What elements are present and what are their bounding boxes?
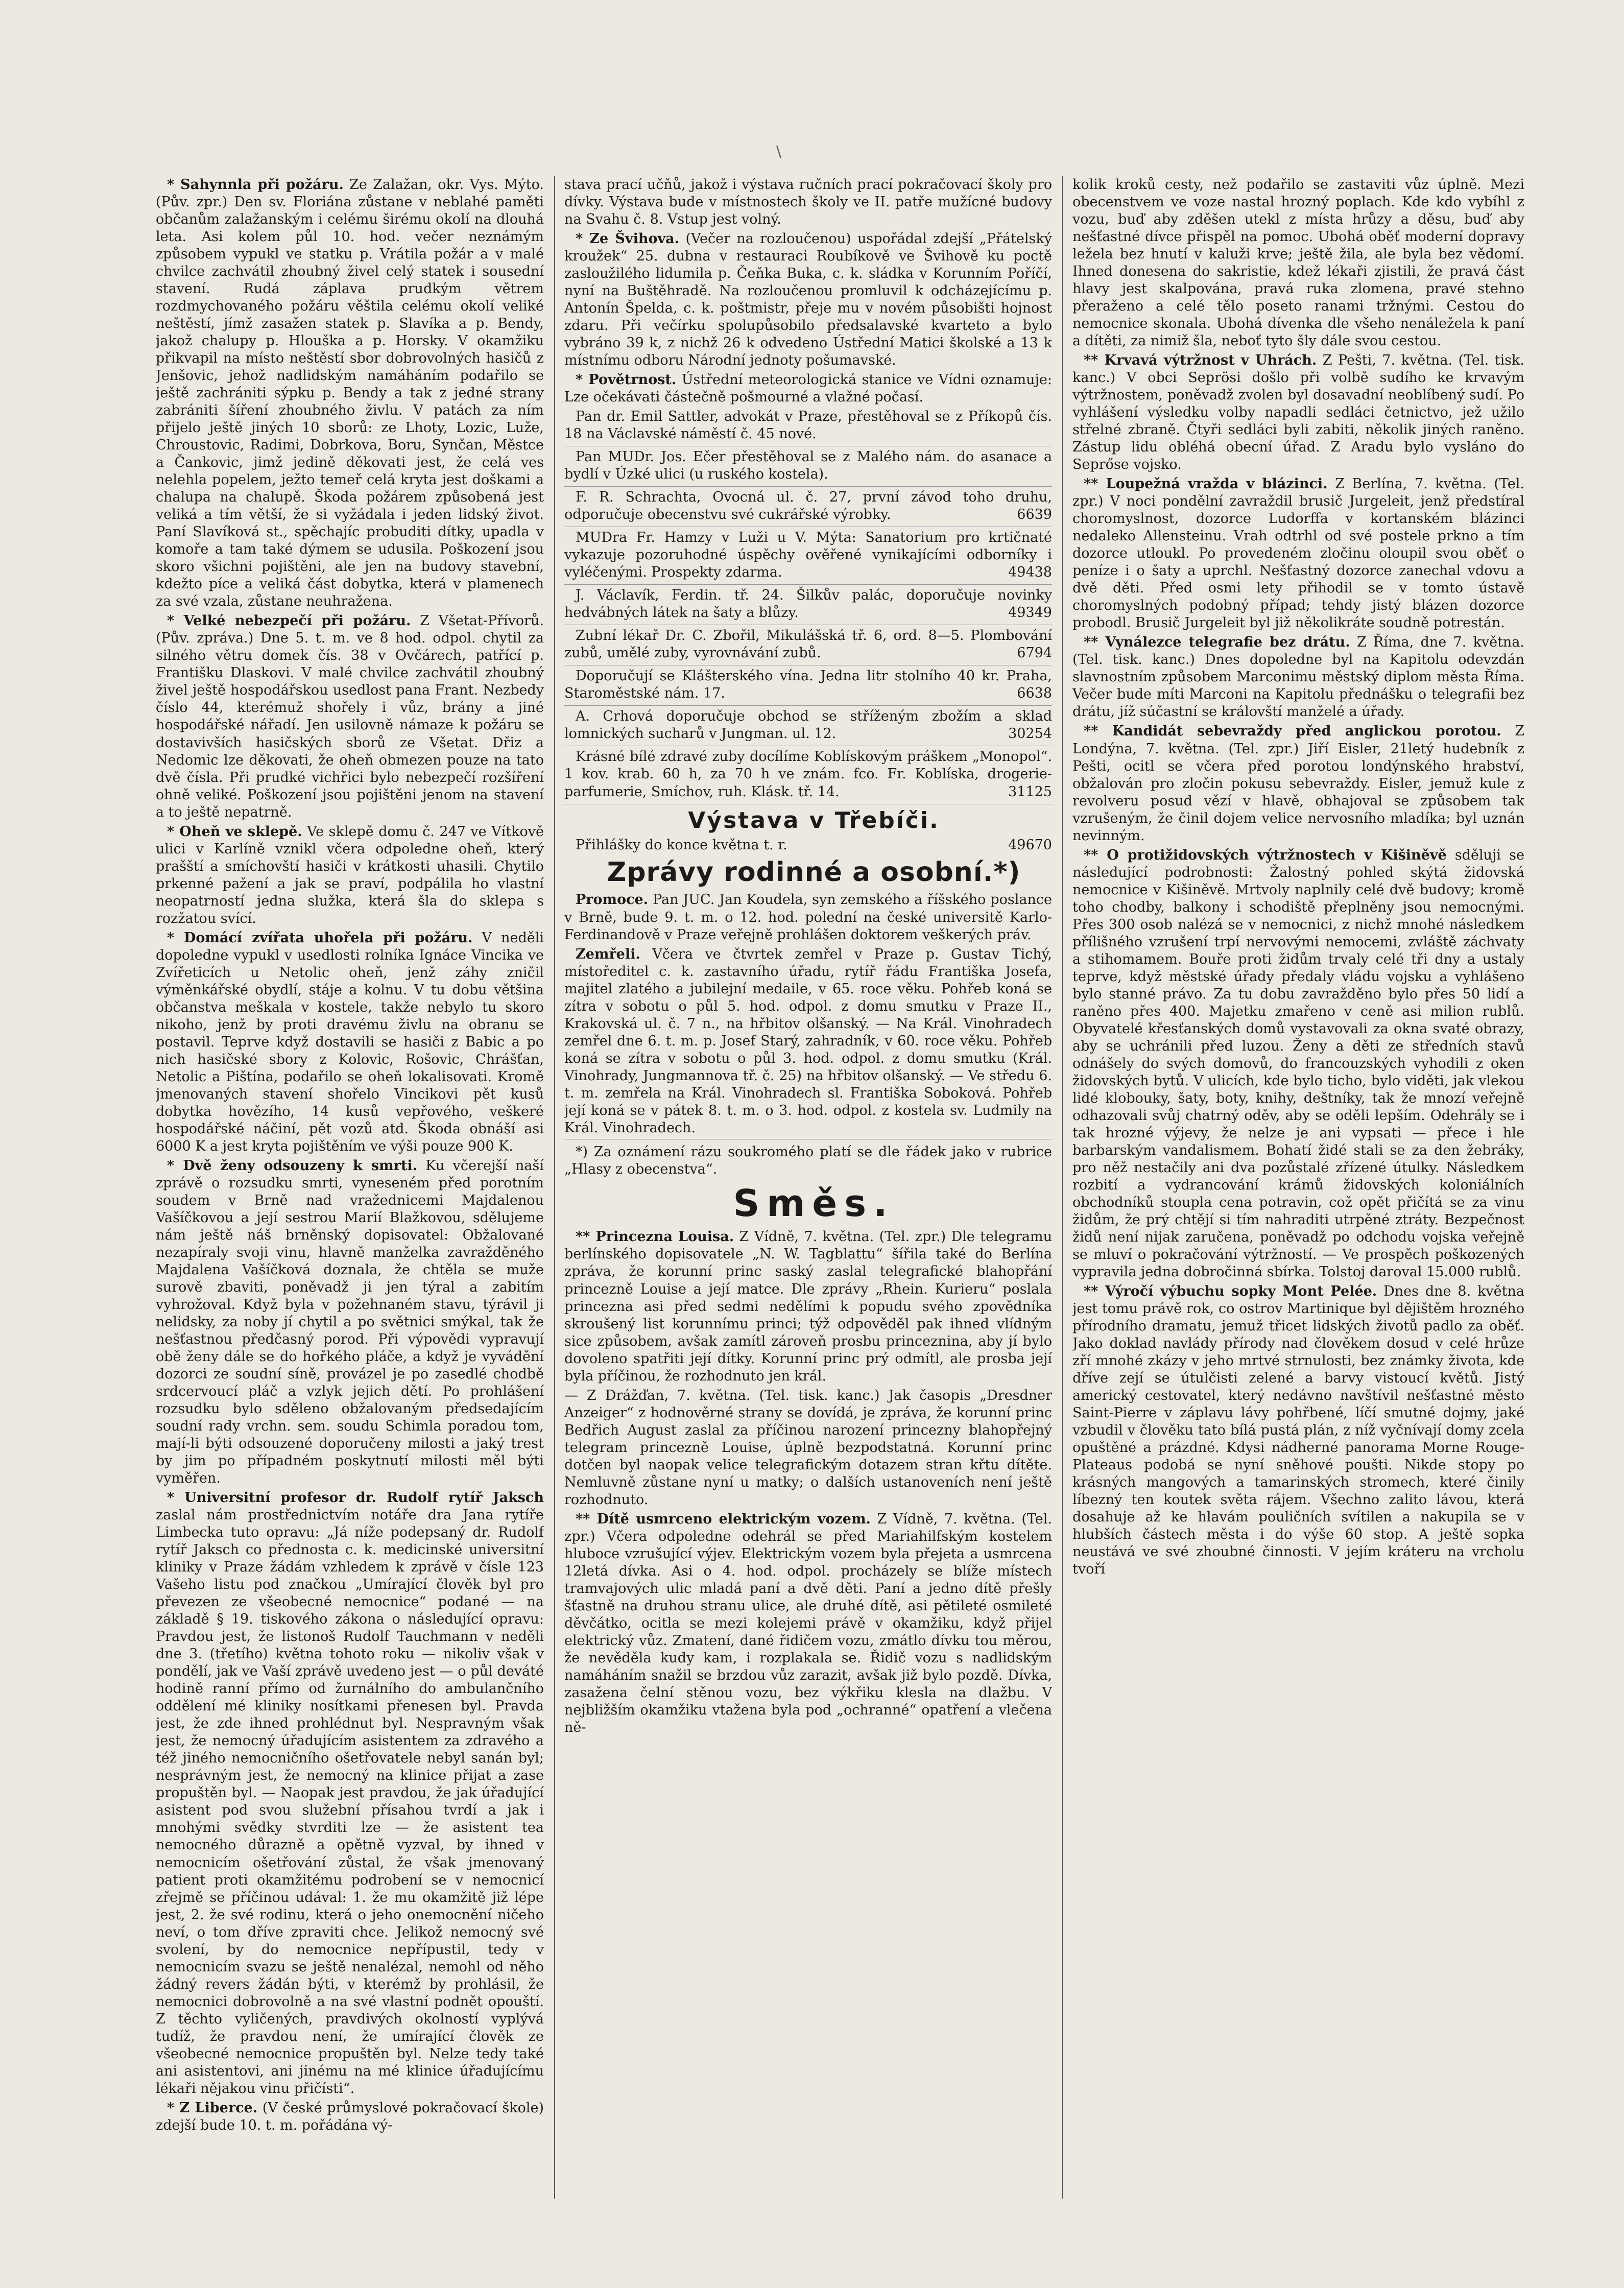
advertisement-number: 6639 — [1017, 507, 1052, 523]
article-text: Ústřední meteorologická stanice ve Vídni oznamuje: Lze očekávati částečně pošmourné a vlažné počasí. — [564, 372, 1052, 406]
advertisement-text: Pan dr. Emil Sattler, advokát v Praze, přestěhoval se z Příkopů čís. 18 na Václavské náměstí č. 45 nové. — [564, 409, 1052, 442]
article-text: Ku včerejší naší zprávě o rozsudku smrti, vyneseném před porotním soudem v Brně nad vražednicemi Majdalenou Vašíčkovou a její sestrou Marií Blažkovou, sdělujeme nám ještě náš brněnský dopisovatel: Obžalované nezapíraly svoji vinu, hlavně manželka zavražděného Majdalena Vašíčková doznala, že chtěla se muže surově zbaviti, poněvadž ji jen týral a zabitím vyhrožoval. Když byla v požehnaném stavu, týrávil ji nelidsky, za noby jí chytil a po světnici smýkal, tak že nešťastnou předčasný porod. Při výpovědi vypravují obě ženy dále se do hořkého pláče, a když je vyvádění dozorci ze soudní síně, provázel je po zasedlé chodbě srdcervoucí pláč a vzlyk jejich dětí. Po prohlášení rozsudku bylo sděleno obžalovaným předsedajícím soudní rady vrchn. sem. soudu Schimla poradou tom, mají-li býti odsouzené doporučeny milosti a jaký trest by jim po případném poskytnutí milosti měl býti vyměřen. — [156, 1157, 544, 1487]
article-paragraph — [1072, 847, 1524, 1281]
column-rule — [1062, 176, 1063, 2199]
article-paragraph — [1072, 634, 1524, 721]
article-heading: * Domácí zvířata uhořela při požáru. — [167, 929, 473, 946]
article-text: stava prací učňů, jakož i výstava ručních prací pokračovací školy pro dívky. Výstava bude v místnostech školy ve II. patře mužícné budovy na Svahu č. 8. Vstup jest volný. — [564, 177, 1052, 228]
article-heading: ** Princezna Louisa. — [576, 1229, 734, 1245]
article-text: Pan JUC. Jan Koudela, syn zemského a říšského poslance v Brně, bude 9. t. m. o 12. hod. polední na české universitě Karlo-Ferdinandově v Praze veřejně prohlášen doktorem veškerých práv. — [564, 892, 1052, 943]
advertisement-text: F. R. Schrachta, Ovocná ul. č. 27, první závod toho druhu, odporučuje obecenstvu své cukrářské výrobky. — [564, 489, 1052, 523]
advertisement-text: Doporučují se Klášterského vína. Jedna litr stolního 40 kr. Praha, Staroměstské nám. 17. — [564, 668, 1052, 702]
advertisement-number: 31125 — [1008, 783, 1052, 800]
page-mark: \ — [776, 143, 782, 161]
article-heading: Zemřeli. — [576, 946, 640, 962]
advertisement — [564, 627, 1052, 665]
article-text: V neděli dopoledne vypukl v usedlosti rolníka Ignáce Vincika ve Zvířeticích u Netolic oheň, jenž záhy zničil výměnkářské obydlí, stáje a kolnu. V tu dobu většina občanstva meškala v kostele, takže nebylo tu skoro nikoho, jenž by proti dravému živlu na obranu se postavil. Teprve když dostavili se hasiči z Babic a po nich hasičské sbory z Kolovic, Rošovic, Chrášťan, Netolic a Pištína, podařilo se oheň lokalisovati. Kromě jmenovaných stavení shořelo Vincikovi pět kusů dobytka hovězího, 14 kusů vepřového, veškeré hospodářské náčiní, pět vozů atd. Škoda obnáší asi 6000 K a jest kryta pojištěním ve výši pouze 900 K. — [156, 929, 544, 1154]
article-heading: ** Krvavá výtržnost v Uhrách. — [1084, 352, 1317, 369]
article-paragraph — [564, 891, 1052, 943]
article-paragraph — [564, 371, 1052, 406]
article-text: Z Berlína, 7. května. (Tel. zpr.) V noci pondělní zavraždil brusič Jurgeleit, jenž předstíral choromyslnost, dozorce Ludorffa v kortanském blázinci nedaleko Allensteinu. Vrah odtrhl od své postele prkno a tím dozorce utloukl. Po provedeném zločinu oloupil svou oběť o peníze i o šaty a uprchl. Nešťastný dozorce zanechal vdovu a dvě děti. Před osmi lety přihodil se v tomto ústavě choromyslných podobný případ; tehdy jistý blázen dozorce probodl. Brusič Jurgeleit byl již několikráte soudně potrestán. — [1072, 476, 1524, 631]
article-text: (Večer na rozloučenou) uspořádal zdejší „Přátelský kroužek“ 25. dubna v restauraci Roubíkově ve Švihově ku poctě zasloužilého lidumila p. Čeňka Buka, c. k. sládka v Korunním Poříčí, nyní na Buštěhradě. Na rozloučenou promluvil k odcházejícímu p. Antonín Špelda, c. k. poštmistr, přeje mu v novém působišti hojnost zdaru. Při večírku spolupůsobilo předsalavské kvarteto a bylo vybráno 39 k, z nichž 26 k odvedeno Ústřední Matici školské a 13 k místnímu odboru Národní jednoty pošumavské. — [564, 231, 1052, 369]
article-heading: * Oheň ve sklepě. — [167, 823, 302, 840]
article-text: — Z Drážďan, 7. května. (Tel. tisk. kanc.) Jak časopis „Dresdner Anzeiger“ z hodnověrné strany se dovídá, je zpráva, že korunní princ Bedřich August zaslal za příčinou narození princezny blahopřejný telegram princezně Louise, úplně bezpodstatná. Korunní princ dotčen byl naopak velice telegrafickým dotazem stran křtu dítěte. Nemluvně zůstane nyní u matky; o dalších ustanoveních není ještě rozhodnuto. — [564, 1387, 1052, 1508]
article-text: Z Vídně, 7. května. (Tel. zpr.) Včera odpoledne odehrál se před Mariahilfským kostelem hluboce vzrušující výjev. Elektrickým vozem byla přejeta a usmrcena 12letá dívka. Asi o 4. hod. odpol. procházely se blíže místech tramvajových ulic mladá paní a dvě děti. Paní a jedno dítě přešly šťastně na druhou stranu ulice, ale druhé dítě, asi pětileté osmileté děvčátko, ocitla se mezi kolejemi právě v okamžiku, když přijel elektrický vůz. Zmatení, dané řidičem vozu, zmátlo dívku tou měrou, že nevěděla kudy kam, i rozplakala se. Řidič vozu s nadlidským namáháním snažil se brzdou vůz zarazit, avšak již bylo pozdě. Dívka, zasažena čelní stěnou vozu, bez výkřiku klesla na dlažbu. V nejbližším okamžiku vtažena byla pod „ochranné“ opatření a vlečena ně- — [564, 1511, 1052, 1735]
article-paragraph — [564, 230, 1052, 369]
advertisement-number: 49438 — [1008, 564, 1052, 581]
article-heading: ** Výročí výbuchu sopky Mont Pelée. — [1084, 1283, 1377, 1299]
advertisement — [564, 529, 1052, 585]
advertisement-number: 49670 — [1008, 837, 1052, 853]
exhibition-ad-sub — [564, 837, 1052, 854]
exhibition-ad-text: Přihlášky do konce května t. r. — [576, 837, 787, 853]
advertisement — [564, 448, 1052, 487]
footnote: *) Za oznámení rázu soukromého platí se dle řádek jako v rubrice „Hlasy z obecenstva“. — [564, 1139, 1052, 1178]
article-paragraph — [156, 176, 544, 610]
article-paragraph — [1072, 723, 1524, 844]
advertisement — [564, 587, 1052, 625]
advertisement-text: A. Crhová doporučuje obchod se stříženým zbožím a sklad lomnických sucharů v Jungman. ul. 12. — [564, 708, 1052, 742]
column-rule — [554, 176, 555, 2199]
advertisement-number: 30254 — [1008, 726, 1052, 742]
article-heading: ** O protižidovských výtržnostech v Kišiněvě — [1084, 847, 1447, 863]
advertisement — [564, 489, 1052, 527]
article-paragraph — [156, 1489, 544, 2098]
advertisement — [564, 668, 1052, 706]
article-paragraph — [156, 929, 544, 1155]
column-3 — [1072, 176, 1524, 2245]
article-paragraph — [1072, 475, 1524, 632]
article-paragraph — [1072, 176, 1524, 350]
article-paragraph — [156, 612, 544, 821]
advertisement-number: 6794 — [1017, 645, 1052, 661]
article-paragraph — [564, 176, 1052, 228]
article-text: Ze Zalažan, okr. Vys. Mýto. (Pův. zpr.) Den sv. Floriána zůstane v neblahé paměti občanům zalažanským i celému širému okolí na dlouhá leta. Asi kolem půl 10. hod. večer neznámým způsobem vypukl ve statku p. Vrátila požár a v malé chvilce zachvátil zhoubný živel celý statek i sousední stavení. Rudá záplava prudkým větrem rozdmychovaného požáru věštila celému okolí veliké neštěstí, jímž zasažen statek p. Slavíka a p. Bendy, jakož chalupy p. Hlouška a p. Horsky. V okamžiku přikvapil na místo neštěstí sbor dobrovolných hasičů z Jenšovic, jehož nadlidským namáháním podařilo se ještě zachrániti sýpku p. Bendy a tak z jedné strany zabrániti šíření zhoubného živlu. V patách za ním přijelo ještě jiných 10 sborů: ze Lhoty, Lozic, Luže, Chroustovic, Radimi, Dobrkova, Boru, Synčan, Městce a Čankovic, jimž jedině děkovati jest, že celá ves nelehla popelem, ježto temeř celá kryta jest doškami a chalupa na chalupě. Škoda požárem způsobená jest veliká a tím větší, že si vyžádala i jeden lidský život. Paní Slavíková st., spěchajíc probuditi dítky, upadla v komoře a tam také dýmem se udusila. Poškození jsou skoro všichni pojištěni, ale jen na budovy stavební, kdežto píce a veliká část dobytka, která v plamenech za své vzala, zůstane neuhražena. — [156, 177, 544, 610]
article-paragraph — [564, 946, 1052, 1137]
advertisement — [564, 748, 1052, 804]
article-paragraph — [564, 1387, 1052, 1509]
article-text: Ve sklepě domu č. 247 ve Vítkově ulici v Karlíně vznikl včera odpoledne oheň, který prašští a smíchovští hasiči v krátkosti uhasili. Chytilo prkenné pažení a jak se praví, podpálila ho vlastní neopatrností jedna služka, která šla do sklepa s rozžatou svící. — [156, 823, 544, 926]
advertisement-text: Pan MUDr. Jos. Ečer přestěhoval se z Malého nám. do asanace a bydlí v Úzké ulici (u ruského kostela). — [564, 449, 1052, 483]
article-heading: ** Kandidát sebevraždy před anglickou porotou. — [1084, 723, 1501, 740]
advertisement — [564, 708, 1052, 746]
advertisement-text: Zubní lékař Dr. C. Zbořil, Mikulášská tř. 6, ord. 8—5. Plombování zubů, umělé zuby, vyrovnávání zubů. — [564, 628, 1052, 661]
article-paragraph — [156, 1157, 544, 1487]
article-heading: * Dvě ženy odsouzeny k smrti. — [167, 1157, 418, 1174]
article-paragraph — [564, 1511, 1052, 1736]
article-heading: * Sahynnla při požáru. — [167, 177, 344, 193]
advertisement-text: MUDra Fr. Hamzy v Luži u V. Mýta: Sanatorium pro krtičnaté vykazuje pozoruhodné úspěchy ověřené vynikajícími odborníky i vyléčenými. Prospekty zdarma. — [564, 530, 1052, 581]
column-1 — [156, 176, 544, 2245]
exhibition-ad-title: Výstava v Třebíči. — [688, 807, 940, 833]
section-heading-smes: Směs. — [733, 1181, 895, 1225]
article-heading: ** Loupežná vražda v blázinci. — [1084, 476, 1328, 492]
article-text: Z Všetat-Přívorů. (Pův. zpráva.) Dne 5. t. m. ve 8 hod. odpol. chytil za silného větru domek čís. 38 v Ovčárech, patřící p. Františku Dlaskovi. V malé chvilce zachvátil zhoubný živel ještě hospodářskou usedlost pana Frant. Nezbedy číslo 44, kterémuž shořely i vůz, brány a jiné hospodářské nářadí. Jen usilovně námaze k požáru se dostavivších hasičských sborů ze Všetat. Dřiz a Nedomic lze děkovati, že oheň obmezen pouze na tato dvě čísla. Při prudké vichřici bylo nebezpečí rozšíření ohně veliké. Poškození jsou pojištěni jenom na stavení a to ještě nepatrně. — [156, 613, 544, 820]
article-paragraph — [1072, 1283, 1524, 1578]
column-2 — [564, 176, 1052, 2245]
advertisement — [564, 408, 1052, 446]
article-heading: * Z Liberce. — [167, 2100, 258, 2116]
section-heading-personal: Zprávy rodinné a osobní.*) — [607, 856, 1021, 888]
article-text: Dnes dne 8. května jest tomu právě rok, co ostrov Martinique byl dějištěm hrozného přírodního dramatu, jemuž třicet lidských životů padlo za oběť. Jako doklad navlády přírody nad člověkem dosud v celé hrůze zří mnohé zkázy v jeho mrtvé strnulosti, bez známky života, kde dříve zejí se útulčisti zelené a barvy vistoucí květů. Jistý americký cestovatel, který nedávno navštívil nešťastné město Saint-Pierre v záplavu lávy pohřbené, líčí smutné dojmy, jaké vzbudil v člověku tato bílá pustá plán, z níž vyčnívají domy zcela opuštěné a prázdné. Kdysi nádherné panorama Morne Rouge-Plateaus podobá se nyní sněhové poušti. Nikde stopy po krásných mangových a tamarinských stromech, které činily líbezný ten koutek světa rájem. Všechno zalito lávou, která dosahuje až ke hlavám pouličních svítilen a nakupila se v hlubších částech města i do výše 60 stop. A ještě sopka neustává ve své zhoubné činnosti. V jejím kráteru na vrcholu tvoří — [1072, 1283, 1524, 1578]
article-heading: Promoce. — [576, 892, 649, 908]
article-paragraph — [156, 2100, 544, 2134]
article-text: Z Vídně, 7. května. (Tel. zpr.) Dle telegramu berlínského dopisovatele „N. W. Tagblattu“ šířila také do Berlína zpráva, že korunní princ saský zaslal telegrafické blahopřání princezně Louise a její matce. Dle zprávy „Rhein. Kurieru“ poslala princezna asi před sedmi nedělími k popudu svého zpovědníka skroušený list korunnímu princi; týž odpověděl pak ihned vlídným sice způsobem, avšak zamítl zároveň prosbu princeznina, aby jí bylo dovoleno spatřiti její dítky. Korunní princ prý odmítl, ale prosba její byla příčinou, že rozhodnuto jen král. — [564, 1229, 1052, 1384]
advertisement-text: J. Václavík, Ferdin. tř. 24. Šilkův palác, doporučuje novinky hedvábných látek na šaty a blůzy. — [564, 587, 1052, 621]
article-paragraph — [1072, 352, 1524, 473]
article-text: kolik kroků cesty, než podařilo se zastaviti vůz úplně. Mezi obecenstvem ve voze nastal hrozný poplach. Kde kdo vybíhl z vozu, buď aby zděšen utekl z místa hrůzy a děsu, buď aby nešťastné dívce přispěl na pomoc. Ubohá oběť moderní dopravy ležela bez hnutí v kaluži krve; ještě žila, ale byla bez vědomí. Ihned donesena do sakristie, kdež lékaři zjistili, že pravá část hlavy jest skalpována, pravá ruka zlomena, pravé stehno přeraženo a celé tělo poseto ranami tržnými. Cestou do nemocnice skonala. Ubohá dívenka dle všeho nenáležela k paní a dítěti, za nimiž šla, neboť tyto šly dále svou cestou. — [1072, 177, 1524, 349]
article-text: Z Pešti, 7. května. (Tel. tisk. kanc.) V obci Seprösi došlo při volbě sudího ke krvavým výtržnostem, poněvadž zvolen byl dosavadní neoblíbený sudí. Po vyhlášení výsledku volby napadli sedláci četnictvo, jež užilo střelné zbraně. Čtyři sedláci byli zabiti, několik jiných raněno. Zástup lidu obléhá obecní úřad. Z Aradu bylo vysláno do Seprőse vojsko. — [1072, 352, 1524, 473]
article-paragraph — [564, 1228, 1052, 1385]
article-heading: ** Vynálezce telegrafie bez drátu. — [1084, 634, 1350, 651]
advertisement-text: Krásné bílé zdravé zuby docílíme Koblískovým práškem „Monopol“. 1 kov. krab. 60 h, za 70 h ve znám. fco. Fr. Koblíska, drogerie-parfumerie, Smíchov, ruh. Klásk. tř. 14. — [564, 749, 1052, 800]
article-heading: * Universitní profesor dr. Rudolf rytíř Jaksch — [167, 1490, 544, 1506]
article-text: zaslal nám prostřednictvím notáře dra Jana rytíře Limbecka tuto opravu: „Já níže podepsaný dr. Rudolf rytíř Jaksch co přednosta c. k. medicinské universitní kliniky v Praze žádám vzhledem k zprávě v čísle 123 Vašeho listu pod značkou „Umírající člověk byl pro převezen ze všeobecné nemocnice“ podané — na základě § 19. tiskového zákona o následující opravu: Pravdou jest, že listonoš Rudolf Tauchmann v neděli dne 3. (třetího) května tohoto roku — nikoliv však v pondělí, jak ve Vaší zprávě uvedeno jest — o půl deváté hodině ranní přímo od žurnálního do ambulančního oddělení mé kliniky nosítkami přenesen byl. Pravda jest, že zde ihned prohlédnut byl. Nespravným však jest, že nemocný úřadujícím asistentem za zdravého a též jiného nemocničního ošetřovatele nebyl sanán byl; nesprávným jest, že nemocný na klinice přijat a zase propuštěn byl. — Naopak jest pravdou, že jak úřadující asistent pod svou služební přísahou tvrdí a jak i mnohými svědky stvrditi lze — že asistent tea nemocného důrazně a opětně vyzval, by ihned v nemocnicím ošetřování zůstal, že však jmenovaný patient proti okamžitému podrobení se v nemocnicí zřejmě se příčinou udával: 1. že mu okamžitě již lépe jest, 2. že své rodinu, která o jeho onemocnění ničeho neví, o tom dříve zpraviti chce. Jelikož nemocný své svolení, by do nemocnice nepřípustil, tedy v nemocnicím svazu se ještě nenalézal, nemohl od něho žádný revers žádán býti, v kterémž by prohlásil, že nemocnici dobrovolně a na své vlastní podnět opouští. Z těchto vyličených, pravdivých okolností vyplývá tudíž, že pravdou není, že umírající člověk ze všeobecné nemocnice propuštěn byl. Nelze tedy také ani asistentovi, ani jinému na mé klinice úřadujícímu lékaři nějakou vinu přičísti“. — [156, 1507, 544, 2096]
article-heading: ** Dítě usmrceno elektrickým vozem. — [576, 1511, 871, 1527]
article-text: (V české průmyslové pokračovací škole) zdejší bude 10. t. m. pořádána vý- — [156, 2100, 544, 2133]
article-paragraph — [156, 823, 544, 927]
article-text: Z Říma, dne 7. května. (Tel. tisk. kanc.) Dnes dopoledne byl na Kapitolu odevzdán slavnostním způsobem Marconimu městský diplom města Říma. Večer bude míti Marconi na Kapitolu přednášku o telegrafii bez drátu, jíž súčastní se královští manželé a úřady. — [1072, 634, 1524, 720]
advertisement-number: 49349 — [1008, 605, 1052, 621]
article-heading: * Ze Švihova. — [576, 231, 680, 247]
advertisement-number: 6638 — [1017, 685, 1052, 702]
article-heading: * Povětrnost. — [576, 372, 677, 388]
article-text: sděluji se následující podrobnosti: Žalostný pohled skýtá židovská nemocnice v Kišiněvě. Mrtvoly naplnily celé dvě budovy; kromě toho chodby, balkony i schodiště přeplněny jsou nemocnými. Přes 300 osob nalézá se v nemocnici, z nichž mnohé následkem přílišného vzrušení trpí nervovými nemocemi, zvláště záchvaty a stihomamem. Bouře proti židům trvaly celé tři dny a ustaly teprve, když městské úřady předaly vládu vojsku a vyhlášeno bylo stanné právo. Za tu dobu zavražděno bylo přes 50 lidí a raněno přes 400. Majetku zmařeno v ceně asi milion rublů. Obyvatelé křesťanských domů vystavovali za okna svaté obrazy, aby se uchránili před luzou. Ženy a děti ze středních stavů odnášely do svých domovů, do francouzských vyhodili z oken židovských bytů. V ulicích, kde bylo ticho, bylo viděti, jak vlekou lidé klobouky, šaty, boty, knihy, deštníky, tak že mnozí veřejně odhazovali svůj chatrný oděv, aby se oděli lepším. Odehrály se i tak hrozné výjevy, že nelze je ani vypsati — přece i hle barbarským vandalismem. Bohatí židé stali se za den žebráky, pro něž nestačily ani dva pozůstalé zřízené útulky. Následkem rozbití a vydrancování krámů židovských koloniálních obchodníků stoupla cena potravin, což opět přičítá se za vinu židům, že prý chtějí si tím nahraditi utrpěné ztráty. Bezpečnost židů není nijak zaručena, poněvadž po odchodu vojska veřejně se mluví o pokračování výtržností. — Ve prospěch poškozených vypravila jedna dobročinná sbírka. Tolstoj daroval 15.000 rublů. — [1072, 847, 1524, 1280]
article-heading: * Velké nebezpečí při požáru. — [167, 613, 411, 629]
article-text: Včera ve čtvrtek zemřel v Praze p. Gustav Tichý, místoředitel c. k. zastavního úřadu, rytíř řádu Františka Josefa, majitel zlatého a jubilejní medaile, v 65. roce věku. Pohřeb koná se zítra v sobotu o půl 5. hod. odpol. z domu smutku v Praze II., Krakovská ul. č. 7 n., na hřbitov olšanský. — Na Král. Vinohradech zemřel dne 6. t. m. p. Josef Starý, zahradník, v 60. roce věku. Pohřeb koná se zítra v sobotu o půl 3. hod. odpol. z domu smutku (Král. Vinohrady, Jungmannova tř. č. 25) na hřbitov olšanský. — Ve středu 6. t. m. zemřela na Král. Vinohradech sl. Františka Soboková. Pohřeb její koná se v pátek 8. t. m. o 3. hod. odpol. z kostela sv. Ludmily na Král. Vinohradech. — [564, 946, 1052, 1136]
article-text: Z Londýna, 7. května. (Tel. zpr.) Jiří Eisler, 21letý hudebník z Pešti, ocitl se včera před porotou londýnského hrabství, obžalován pro zločin pokusu sebevraždy. Eisler, jemuž kule z revolveru posud vězí v hlavě, obhajoval se způsobem tak vzrušeným, že činil dojem velice nervosního mladíka; byl uznán nevinným. — [1072, 723, 1524, 844]
